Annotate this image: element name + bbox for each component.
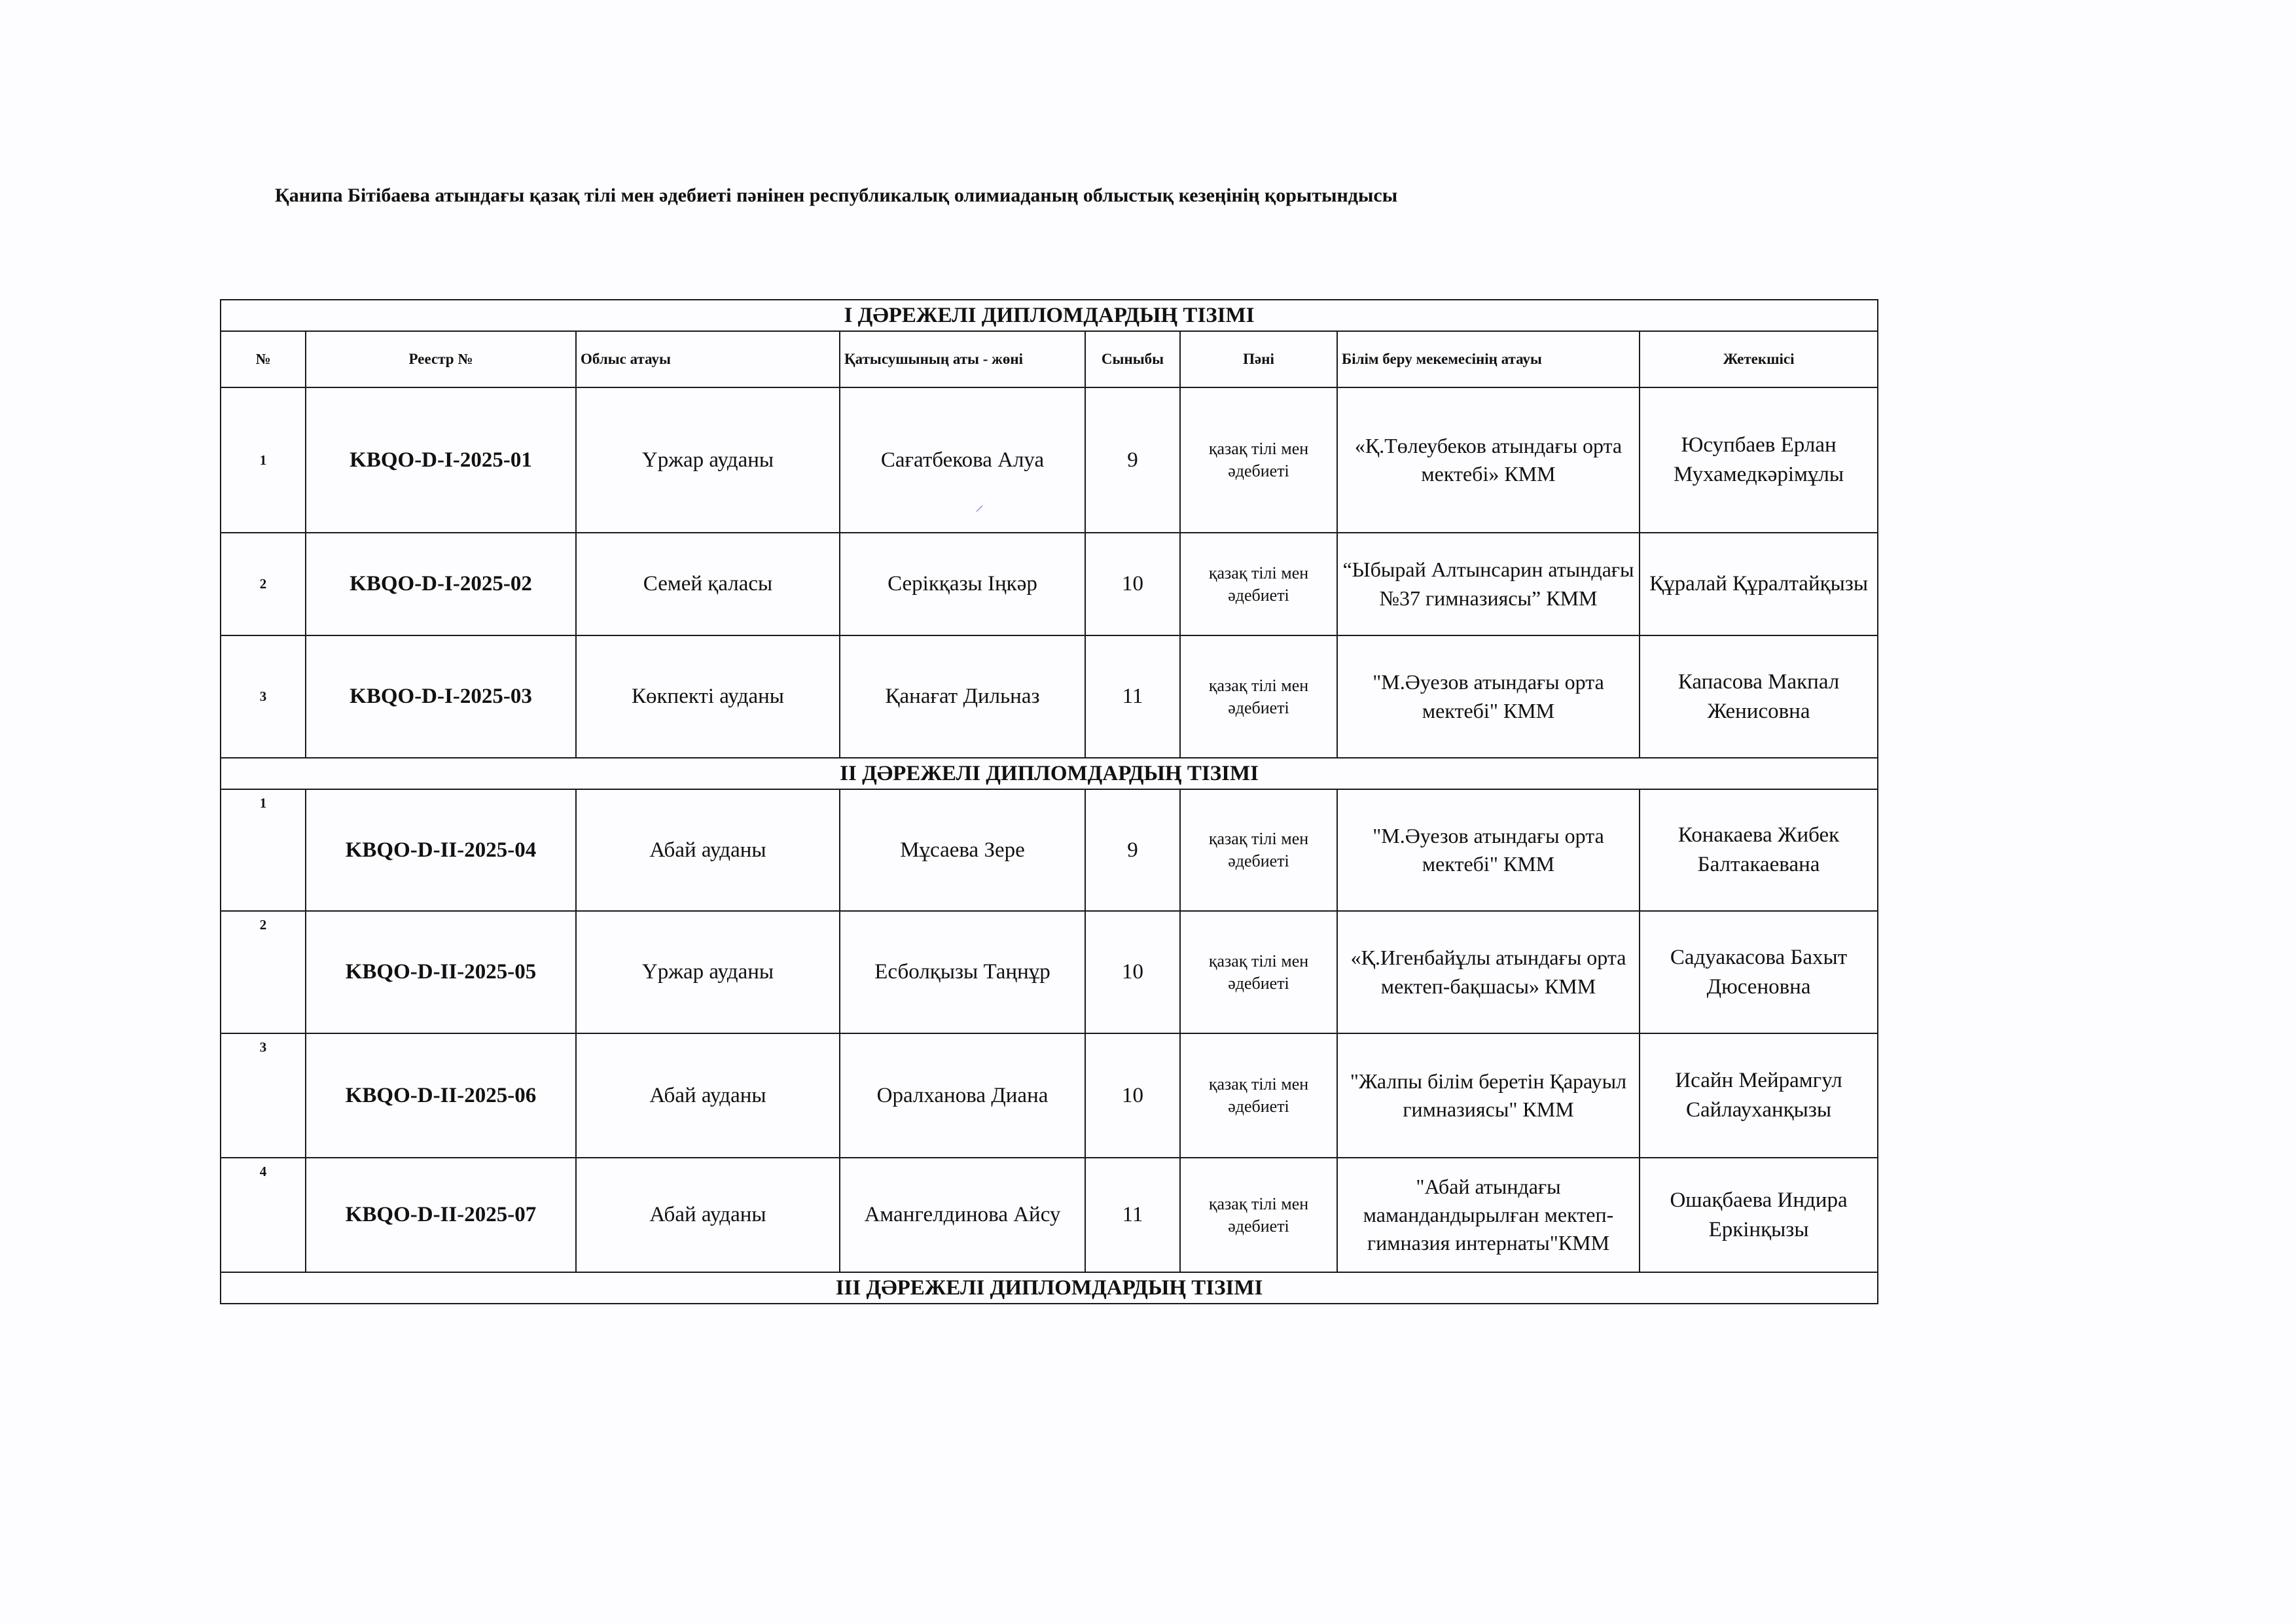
school-name: “Ыбырай Алтынсарин атындағы №37 гимназиясы” КММ <box>1337 533 1640 635</box>
section-heading: ІІІ ДӘРЕЖЕЛІ ДИПЛОМДАРДЫҢ ТІЗІМІ <box>221 1272 1878 1304</box>
section-heading: І ДӘРЕЖЕЛІ ДИПЛОМДАРДЫҢ ТІЗІМІ <box>221 300 1878 331</box>
column-header-participant: Қатысушының аты - жөні <box>840 331 1085 387</box>
registry-number: KBQO-D-I-2025-02 <box>306 533 576 635</box>
school-name: «Қ.Игенбайұлы атындағы орта мектеп-бақшасы» КММ <box>1337 911 1640 1033</box>
district-name: Семей қаласы <box>576 533 840 635</box>
row-number: 3 <box>221 1033 306 1158</box>
table-row <box>221 387 1878 533</box>
row-number: 3 <box>221 635 306 758</box>
subject: қазақ тілі мен әдебиеті <box>1180 533 1337 635</box>
table-row <box>221 911 1878 1033</box>
section-heading-row <box>221 758 1878 789</box>
table-row <box>221 1033 1878 1158</box>
grade: 10 <box>1085 1033 1180 1158</box>
row-number: 4 <box>221 1158 306 1272</box>
column-header-supervisor: Жетекшісі <box>1640 331 1878 387</box>
column-header-subject: Пәні <box>1180 331 1337 387</box>
participant-name: Сағатбекова Алуа <box>840 387 1085 533</box>
subject: қазақ тілі мен әдебиеті <box>1180 789 1337 911</box>
registry-number: KBQO-D-II-2025-04 <box>306 789 576 911</box>
district-name: Үржар ауданы <box>576 911 840 1033</box>
subject: қазақ тілі мен әдебиеті <box>1180 911 1337 1033</box>
row-number: 1 <box>221 387 306 533</box>
table-row <box>221 1158 1878 1272</box>
participant-name: Оралханова Диана <box>840 1033 1085 1158</box>
table-row <box>221 789 1878 911</box>
participant-name: Қанағат Дильназ <box>840 635 1085 758</box>
table-row <box>221 635 1878 758</box>
column-header-grade: Сыныбы <box>1085 331 1180 387</box>
supervisor-name: Исайн Мейрамгул Сайлауханқызы <box>1640 1033 1878 1158</box>
supervisor-name: Капасова Макпал Женисовна <box>1640 635 1878 758</box>
row-number: 1 <box>221 789 306 911</box>
registry-number: KBQO-D-I-2025-01 <box>306 387 576 533</box>
district-name: Абай ауданы <box>576 1033 840 1158</box>
supervisor-name: Конакаева Жибек Балтакаевана <box>1640 789 1878 911</box>
subject: қазақ тілі мен әдебиеті <box>1180 1033 1337 1158</box>
supervisor-name: Юсупбаев Ерлан Мухамедкәрімұлы <box>1640 387 1878 533</box>
grade: 11 <box>1085 635 1180 758</box>
column-header-school: Білім беру мекемесінің атауы <box>1337 331 1640 387</box>
school-name: "Абай атындағы мамандандырылған мектеп-гимназия интернаты"КММ <box>1337 1158 1640 1272</box>
results-table <box>220 299 1878 1304</box>
supervisor-name: Ошақбаева Индира Еркінқызы <box>1640 1158 1878 1272</box>
supervisor-name: Құралай Құралтайқызы <box>1640 533 1878 635</box>
subject: қазақ тілі мен әдебиеті <box>1180 1158 1337 1272</box>
registry-number: KBQO-D-II-2025-06 <box>306 1033 576 1158</box>
grade: 10 <box>1085 911 1180 1033</box>
district-name: Үржар ауданы <box>576 387 840 533</box>
section-heading-row <box>221 300 1878 331</box>
registry-number: KBQO-D-II-2025-05 <box>306 911 576 1033</box>
row-number: 2 <box>221 533 306 635</box>
participant-name: Мұсаева Зере <box>840 789 1085 911</box>
registry-number: KBQO-D-I-2025-03 <box>306 635 576 758</box>
participant-name: Амангелдинова Айсу <box>840 1158 1085 1272</box>
table-row <box>221 533 1878 635</box>
section-heading-row <box>221 1272 1878 1304</box>
school-name: "М.Әуезов атындағы орта мектебі" КММ <box>1337 635 1640 758</box>
ink-speck: ⸝ <box>975 495 984 514</box>
column-header-registry: Реестр № <box>306 331 576 387</box>
grade: 10 <box>1085 533 1180 635</box>
school-name: "Жалпы білім беретін Қарауыл гимназиясы" КММ <box>1337 1033 1640 1158</box>
district-name: Абай ауданы <box>576 789 840 911</box>
grade: 11 <box>1085 1158 1180 1272</box>
school-name: «Қ.Төлеубеков атындағы орта мектебі» КММ <box>1337 387 1640 533</box>
grade: 9 <box>1085 789 1180 911</box>
supervisor-name: Садуакасова Бахыт Дюсеновна <box>1640 911 1878 1033</box>
section-heading: ІІ ДӘРЕЖЕЛІ ДИПЛОМДАРДЫҢ ТІЗІМІ <box>221 758 1878 789</box>
school-name: "М.Әуезов атындағы орта мектебі" КММ <box>1337 789 1640 911</box>
column-header-district: Облыс атауы <box>576 331 840 387</box>
column-header-row <box>221 331 1878 387</box>
district-name: Көкпекті ауданы <box>576 635 840 758</box>
participant-name: Серікқазы Іңкәр <box>840 533 1085 635</box>
subject: қазақ тілі мен әдебиеті <box>1180 635 1337 758</box>
document-title: Қанипа Бітібаева атындағы қазақ тілі мен әдебиеті пәнінен республикалық олимиаданың облыстық кезеңінің қорытындысы <box>275 185 1398 206</box>
column-header-number: № <box>221 331 306 387</box>
registry-number: KBQO-D-II-2025-07 <box>306 1158 576 1272</box>
participant-name: Есболқызы Таңнұр <box>840 911 1085 1033</box>
district-name: Абай ауданы <box>576 1158 840 1272</box>
subject: қазақ тілі мен әдебиеті <box>1180 387 1337 533</box>
row-number: 2 <box>221 911 306 1033</box>
grade: 9 <box>1085 387 1180 533</box>
